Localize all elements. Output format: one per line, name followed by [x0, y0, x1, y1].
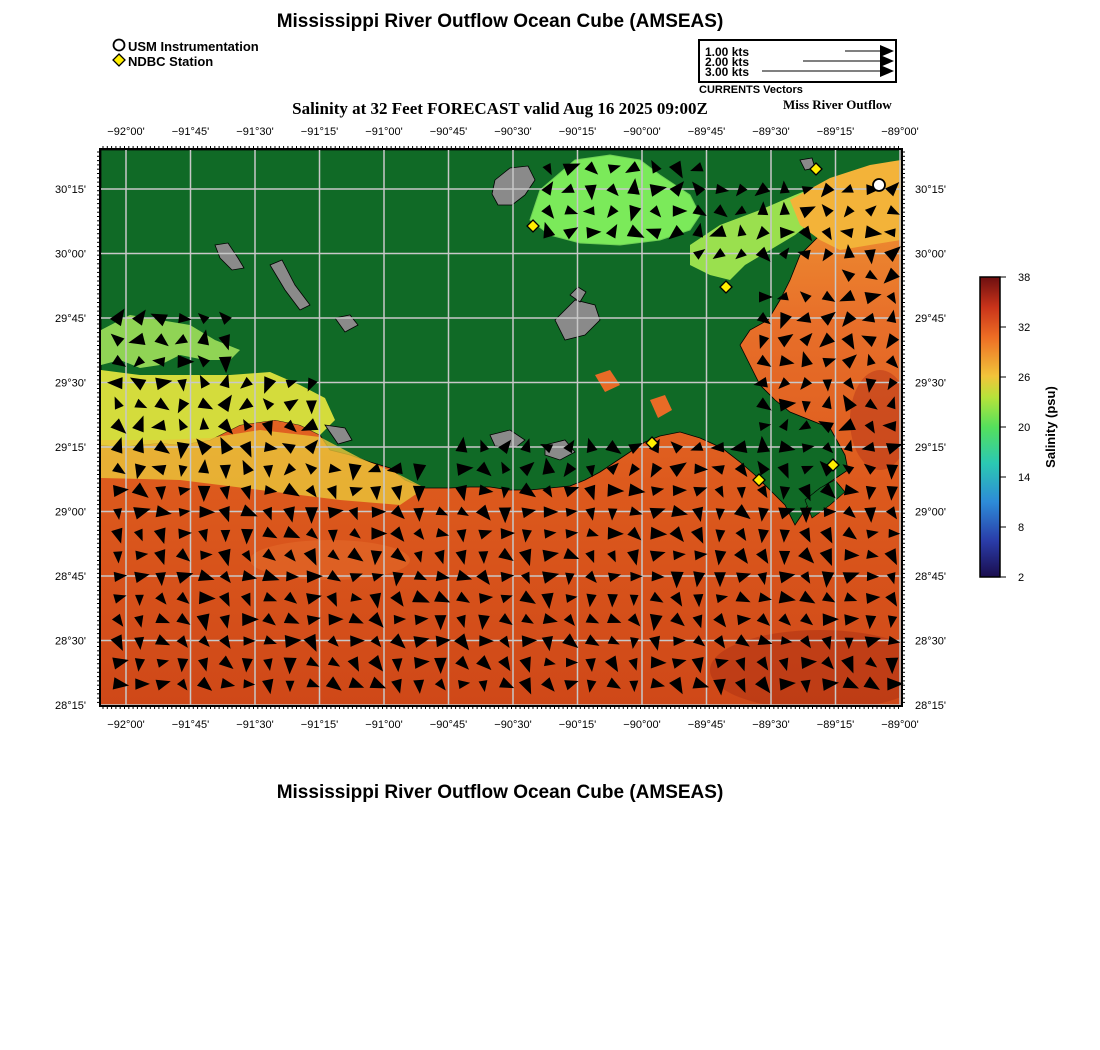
lon-tick-label: −90°00' — [623, 719, 661, 731]
lon-tick-label: −91°15' — [300, 126, 339, 138]
lat-labels-right — [915, 184, 946, 712]
colorbar-ticks — [1000, 272, 1030, 584]
lon-tick-label: −89°15' — [816, 126, 855, 138]
colorbar-tick-label: 2 — [1018, 572, 1025, 584]
lon-tick-label: −91°15' — [300, 719, 339, 731]
usm-label: USM Instrumentation — [128, 39, 259, 54]
colorbar-tick-label: 38 — [1018, 272, 1031, 284]
lon-labels-bottom — [107, 719, 918, 731]
lon-tick-label: −89°45' — [687, 719, 726, 731]
lat-tick-label: 28°15' — [55, 700, 86, 712]
colorbar-gradient — [980, 277, 1000, 577]
lat-tick-label: 30°15' — [55, 184, 86, 196]
salinity-colorbar — [980, 272, 1058, 584]
lon-tick-label: −90°30' — [494, 719, 532, 731]
vector-row-3: 3.00 kts — [705, 65, 750, 79]
lat-tick-label: 29°45' — [915, 313, 946, 325]
lon-tick-label: −92°00' — [107, 719, 145, 731]
page-title: Mississippi River Outflow Ocean Cube (AMSEAS) — [276, 11, 724, 32]
lon-tick-label: −91°45' — [171, 126, 210, 138]
region-label: Miss River Outflow — [783, 97, 892, 112]
lat-tick-label: 28°45' — [55, 571, 86, 583]
lat-tick-label: 29°30' — [915, 377, 946, 390]
colorbar-label: Salinity (psu) — [1043, 386, 1058, 468]
lat-tick-label: 30°00' — [55, 248, 86, 261]
lon-labels-top — [107, 126, 918, 138]
lon-tick-label: −91°30' — [236, 126, 274, 138]
colorbar-tick-label: 20 — [1018, 422, 1031, 434]
lon-tick-label: −89°45' — [687, 126, 726, 138]
lat-tick-label: 29°15' — [915, 442, 946, 454]
lat-tick-label: 28°30' — [915, 635, 946, 648]
lon-tick-label: −90°30' — [494, 126, 532, 138]
ndbc-label: NDBC Station — [128, 54, 214, 69]
lon-tick-label: −90°00' — [623, 126, 661, 138]
lon-tick-label: −90°15' — [558, 126, 597, 138]
lon-tick-label: −90°45' — [429, 719, 468, 731]
lon-tick-label: −90°45' — [429, 126, 468, 138]
lat-tick-label: 29°45' — [55, 313, 86, 325]
colorbar-tick-label: 14 — [1018, 472, 1031, 484]
lat-tick-label: 28°15' — [915, 700, 946, 712]
lat-tick-label: 29°30' — [55, 377, 86, 390]
lon-tick-label: −91°00' — [365, 719, 403, 731]
footer-title: Mississippi River Outflow Ocean Cube (AMSEAS) — [276, 782, 724, 803]
colorbar-tick-label: 32 — [1018, 322, 1031, 334]
lon-tick-label: −91°30' — [236, 719, 274, 731]
lat-tick-label: 28°30' — [55, 635, 86, 648]
colorbar-tick-label: 26 — [1018, 372, 1031, 384]
lat-labels-left — [55, 184, 86, 712]
lon-tick-label: −91°00' — [365, 126, 403, 138]
lon-tick-label: −89°30' — [752, 719, 790, 731]
lat-tick-label: 28°45' — [915, 571, 946, 583]
lon-tick-label: −89°00' — [881, 719, 919, 731]
lon-tick-label: −92°00' — [107, 126, 145, 138]
map-subtitle: Salinity at 32 Feet FORECAST valid Aug 16 2025 09:00Z — [292, 99, 708, 118]
colorbar-tick-label: 8 — [1018, 522, 1025, 534]
lon-tick-label: −89°30' — [752, 126, 790, 138]
lon-tick-label: −89°15' — [816, 719, 855, 731]
vector-legend-caption: CURRENTS Vectors — [699, 84, 803, 96]
lat-tick-label: 30°00' — [915, 248, 946, 261]
lon-tick-label: −90°15' — [558, 719, 597, 731]
vector-row-1: 1.00 kts — [705, 45, 750, 59]
lat-tick-label: 29°00' — [55, 506, 86, 519]
lat-tick-label: 29°00' — [915, 506, 946, 519]
lat-tick-label: 30°15' — [915, 184, 946, 196]
lon-tick-label: −89°00' — [881, 126, 919, 138]
lon-tick-label: −91°45' — [171, 719, 210, 731]
usm-instrument-marker[interactable] — [873, 179, 885, 191]
lat-tick-label: 29°15' — [55, 442, 86, 454]
vector-row-2: 2.00 kts — [705, 55, 750, 69]
